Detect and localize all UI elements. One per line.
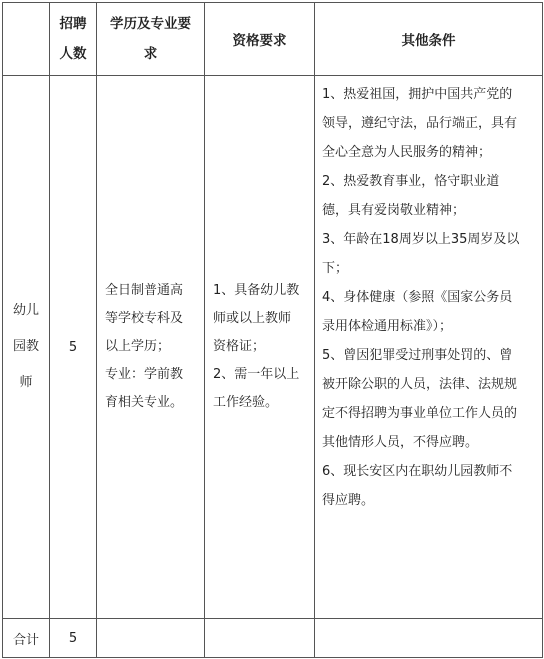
other-line: 定不得招聘为事业单位工作人员的 xyxy=(322,406,518,421)
header-row xyxy=(3,3,543,76)
other-line: 5、曾因犯罪受过刑事处罚的、曾 xyxy=(322,348,513,363)
header-other-conditions: 其他条件 xyxy=(315,3,543,76)
header-blank xyxy=(3,3,50,76)
other-line: 全心全意为人民服务的精神； xyxy=(322,145,492,160)
other-line: 2、热爱教育事业，恪守职业道 xyxy=(322,174,500,189)
table-row xyxy=(3,76,543,619)
total-label: 合计 xyxy=(3,619,50,658)
position-line1: 幼儿 xyxy=(12,303,39,318)
other-line: 3、年龄在18周岁以上35周岁及以 xyxy=(322,232,520,247)
other-line: 4、身体健康（参照《国家公务员 xyxy=(322,290,513,305)
other-line: 德，具有爱岗敬业精神； xyxy=(322,203,466,218)
education-line: 等学校专科及 xyxy=(105,311,184,326)
other-conditions-cell xyxy=(315,76,543,619)
total-count: 5 xyxy=(50,619,97,658)
header-recruit-count-line1: 招聘 xyxy=(59,16,87,32)
other-line: 下； xyxy=(322,261,349,276)
total-empty-qualification xyxy=(205,619,315,658)
position-line2: 园教 xyxy=(12,339,39,354)
header-recruit-count xyxy=(50,3,97,76)
header-education-line1: 学历及专业要 xyxy=(110,16,191,32)
other-line: 1、热爱祖国，拥护中国共产党的 xyxy=(322,87,513,102)
qualification-line: 资格证； xyxy=(213,339,266,354)
header-qualification: 资格要求 xyxy=(205,3,315,76)
header-education-line2: 求 xyxy=(143,46,158,62)
position-cell xyxy=(3,76,50,619)
education-line: 以上学历； xyxy=(105,339,171,354)
header-recruit-count-line2: 人数 xyxy=(59,46,87,62)
qualification-line: 工作经验。 xyxy=(213,395,279,410)
header-education xyxy=(97,3,205,76)
other-line: 被开除公职的人员，法律、法规规 xyxy=(322,377,518,392)
education-line: 全日制普通高 xyxy=(105,283,184,298)
other-line: 6、现长安区内在职幼儿园教师不 xyxy=(322,464,513,479)
other-line: 录用体检通用标准》）； xyxy=(322,319,453,334)
other-line: 领导，遵纪守法，品行端正，具有 xyxy=(322,116,518,131)
education-line: 专业：学前教 xyxy=(105,367,184,382)
total-empty-education xyxy=(97,619,205,658)
other-line: 其他情形人员，不得应聘。 xyxy=(322,435,479,450)
position-line3: 师 xyxy=(19,375,33,390)
qualification-line: 师或以上教师 xyxy=(213,311,292,326)
education-cell xyxy=(97,76,205,619)
qualification-line: 2、需一年以上 xyxy=(213,367,300,382)
total-empty-other xyxy=(315,619,543,658)
education-line: 育相关专业。 xyxy=(105,395,184,410)
total-row xyxy=(3,619,543,658)
qualification-line: 1、具备幼儿教 xyxy=(213,283,300,298)
count-cell: 5 xyxy=(50,76,97,619)
qualification-cell xyxy=(205,76,315,619)
other-line: 得应聘。 xyxy=(322,493,375,508)
recruitment-table xyxy=(2,2,543,658)
